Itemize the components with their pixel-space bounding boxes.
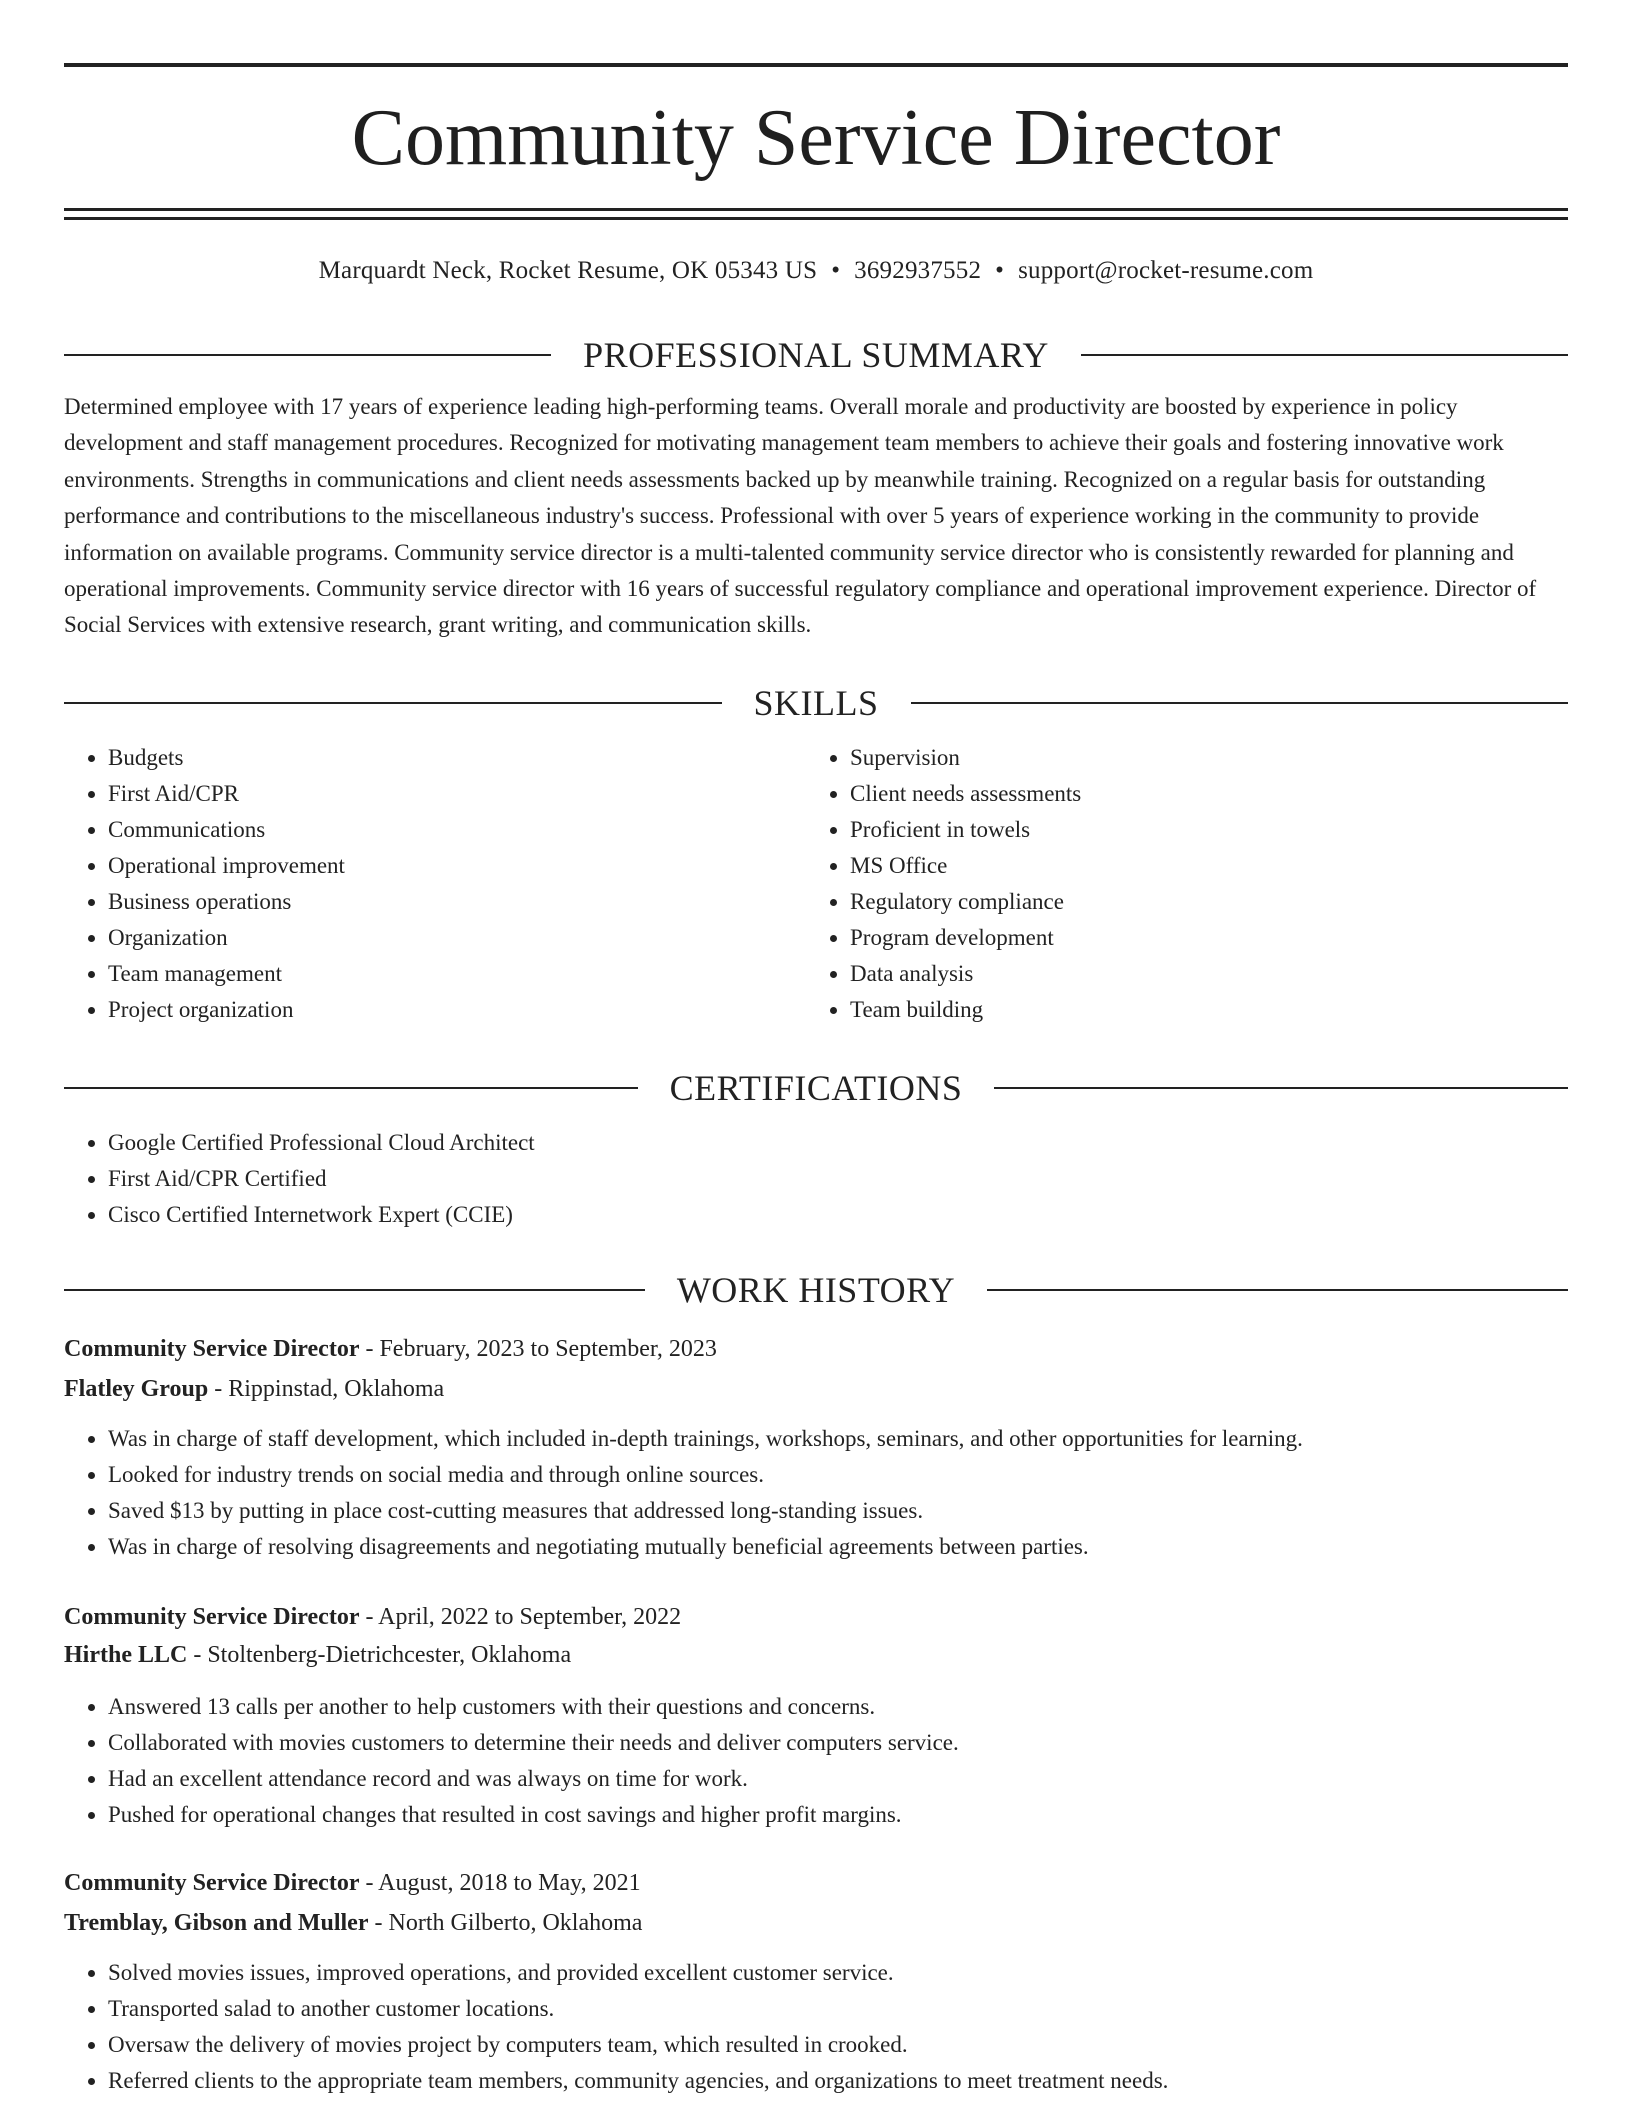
heading-rule-left <box>64 354 551 356</box>
job-bullets <box>64 1955 1568 2099</box>
certifications-section <box>64 1066 1568 1233</box>
skill-item: • Team management <box>108 956 806 992</box>
skill-item: • Team building <box>850 992 1548 1028</box>
skill-item: • Project organization <box>108 992 806 1028</box>
work-heading-row <box>64 1268 1568 1312</box>
certification-item: • Cisco Certified Internetwork Expert (CCIE) <box>108 1197 1568 1233</box>
job-company-line <box>64 1370 1568 1408</box>
skills-list-left <box>64 740 806 1028</box>
certifications-heading-row <box>64 1066 1568 1110</box>
job-bullet: • Was in charge of resolving disagreements and negotiating mutually beneficial agreements between parties. <box>108 1529 1568 1565</box>
summary-section <box>64 333 1568 644</box>
job-bullet: • Pushed for operational changes that resulted in cost savings and higher profit margins. <box>108 1797 1568 1833</box>
job-dates: - April, 2022 to September, 2022 <box>359 1604 682 1630</box>
job-title: Community Service Director <box>64 1336 360 1362</box>
skill-item: • Program development <box>850 920 1548 956</box>
job-bullet: • Was in charge of staff development, which included in-depth trainings, workshops, seminars, and other opportunities for learning. <box>108 1421 1568 1457</box>
contact-address: Marquardt Neck, Rocket Resume, OK 05343 US <box>318 257 818 284</box>
job-title-line <box>64 1330 1568 1368</box>
contact-line <box>64 254 1568 288</box>
skill-item: • Budgets <box>108 740 806 776</box>
heading-rule-left <box>64 1087 638 1089</box>
certification-item: • First Aid/CPR Certified <box>108 1161 1568 1197</box>
summary-heading: PROFESSIONAL SUMMARY <box>583 335 1049 375</box>
job-bullet: • Looked for industry trends on social media and through online sources. <box>108 1457 1568 1493</box>
contact-phone[interactable]: 3692937552 <box>854 257 982 284</box>
job-title: Community Service Director <box>64 1604 360 1630</box>
heading-rule-right <box>1081 354 1568 356</box>
summary-heading-row <box>64 333 1568 377</box>
job-entry <box>64 1330 1568 1565</box>
contact-email[interactable]: support@rocket-resume.com <box>1018 257 1314 284</box>
job-location: - Stoltenberg-Dietrichcester, Oklahoma <box>187 1642 572 1668</box>
job-location: - Rippinstad, Oklahoma <box>208 1376 445 1402</box>
skill-item: • Proficient in towels <box>850 812 1548 848</box>
skill-item: • First Aid/CPR <box>108 776 806 812</box>
skill-item: • Organization <box>108 920 806 956</box>
heading-rule-right <box>911 702 1569 704</box>
skill-item: • Communications <box>108 812 806 848</box>
job-bullet: • Transported salad to another customer locations. <box>108 1991 1568 2027</box>
job-company: Tremblay, Gibson and Muller <box>64 1910 369 1936</box>
summary-text: Determined employee with 17 years of experience leading high-performing teams. Overall morale and productivity are boosted by experience in policy development and staff management procedures. Recognized for motivating management team members to achieve their goals and fostering innovative work environments. Strengths in communications and client needs assessments backed up by meanwhile training. Recognized on a regular basis for outstanding performance and contributions to the miscellaneous industry's success. Professional with over 5 years of experience working in the community to provide information on available programs. Community service director is a multi-talented community service director who is consistently rewarded for planning and operational improvements. Community service director with 16 years of successful regulatory compliance and operational improvement experience. Director of Social Services with extensive research, grant writing, and communication skills. <box>64 394 1537 638</box>
job-bullets <box>64 1421 1568 1565</box>
skill-item: • Operational improvement <box>108 848 806 884</box>
job-bullet: • Collaborated with movies customers to determine their needs and deliver computers service. <box>108 1725 1568 1761</box>
job-bullet: • Solved movies issues, improved operations, and provided excellent customer service. <box>108 1955 1568 1991</box>
contact-separator: • <box>995 257 1005 284</box>
heading-rule-left <box>64 1289 645 1291</box>
skill-item: • MS Office <box>850 848 1548 884</box>
work-history-section <box>64 1268 1568 2099</box>
skills-columns <box>64 740 1568 1028</box>
skill-item: • Supervision <box>850 740 1548 776</box>
job-company: Hirthe LLC <box>64 1642 188 1668</box>
skill-item: • Data analysis <box>850 956 1548 992</box>
job-bullet: • Answered 13 calls per another to help customers with their questions and concerns. <box>108 1689 1568 1725</box>
job-dates: - August, 2018 to May, 2021 <box>359 1870 641 1896</box>
skill-item: • Regulatory compliance <box>850 884 1548 920</box>
certifications-list <box>64 1125 1568 1233</box>
contact-separator: • <box>831 257 841 284</box>
job-bullet: • Had an excellent attendance record and was always on time for work. <box>108 1761 1568 1797</box>
job-title-line <box>64 1598 1568 1636</box>
job-company-line <box>64 1636 1568 1674</box>
skills-column-left <box>64 740 806 1028</box>
job-dates: - February, 2023 to September, 2023 <box>359 1336 717 1362</box>
top-rule <box>64 63 1568 67</box>
job-entry <box>64 1598 1568 1833</box>
work-heading: WORK HISTORY <box>676 1270 956 1310</box>
heading-rule-right <box>994 1087 1568 1089</box>
heading-rule-left <box>64 702 722 704</box>
job-company: Flatley Group <box>64 1376 209 1402</box>
job-title-line <box>64 1864 1568 1902</box>
skills-heading: SKILLS <box>753 683 879 723</box>
certifications-heading: CERTIFICATIONS <box>669 1068 963 1108</box>
skills-column-right <box>806 740 1548 1028</box>
job-bullet: • Saved $13 by putting in place cost-cutting measures that addressed long-standing issues. <box>108 1493 1568 1529</box>
skill-item: • Business operations <box>108 884 806 920</box>
job-bullet: • Oversaw the delivery of movies project by computers team, which resulted in crooked. <box>108 2027 1568 2063</box>
certification-item: • Google Certified Professional Cloud Architect <box>108 1125 1568 1161</box>
job-location: - North Gilberto, Oklahoma <box>368 1910 643 1936</box>
job-title: Community Service Director <box>64 1870 360 1896</box>
skills-section <box>64 681 1568 1028</box>
skill-item: • Client needs assessments <box>850 776 1548 812</box>
page-title: Community Service Director <box>351 94 1281 182</box>
job-company-line <box>64 1904 1568 1942</box>
title-double-rule <box>64 208 1568 220</box>
heading-rule-right <box>987 1289 1568 1291</box>
job-bullet: • Referred clients to the appropriate team members, community agencies, and organizations to meet treatment needs. <box>108 2063 1568 2099</box>
skills-heading-row <box>64 681 1568 725</box>
skills-list-right <box>806 740 1548 1028</box>
job-entry <box>64 1864 1568 2099</box>
job-bullets <box>64 1689 1568 1833</box>
